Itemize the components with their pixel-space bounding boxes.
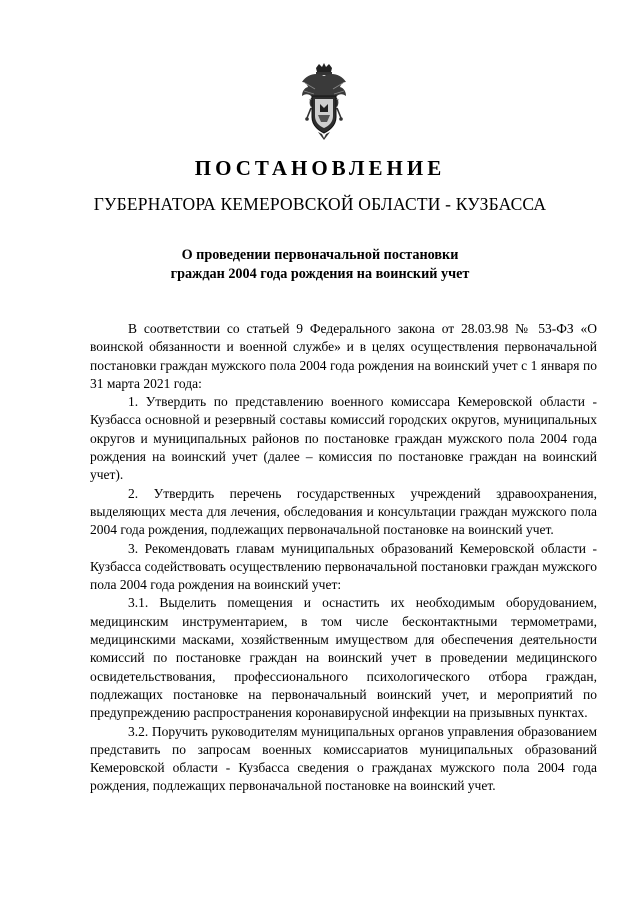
issuer-heading: ГУБЕРНАТОРА КЕМЕРОВСКОЙ ОБЛАСТИ - КУЗБАССА	[93, 194, 547, 214]
paragraph-item-3-2: 3.2. Поручить руководителям муниципальных органов управления образованием представить по запросам военных комиссариатов муниципальных образований Кемеровской области - Кузбасса сведения о гражданах мужского пола 2004 года рождения, подлежащих первоначальной постановке на воинский учет.	[90, 723, 597, 794]
paragraph-item-2: 2. Утвердить перечень государственных учреждений здравоохранения, выделяющих места для лечения, обследования и консультации граждан мужского пола 2004 года рождения, подлежащих первоначальной постановке на воинский учет.	[90, 485, 597, 538]
paragraph-item-3: 3. Рекомендовать главам муниципальных образований Кемеровской области - Кузбасса содействовать осуществлению первоначальной постановки граждан мужского пола 2004 года рождения на воинский учет:	[90, 540, 597, 593]
document-type-heading: ПОСТАНОВЛЕНИЕ	[194, 156, 446, 180]
paragraph-item-1: 1. Утвердить по представлению военного комиссара Кемеровской области - Кузбасса основной и резервный составы комиссий городских округов, муниципальных округов и муниципальных районов по постановке граждан мужского пола 2004 года рождения на воинский учет (далее – комиссия по постановке граждан на воинский учет).	[90, 394, 597, 483]
paragraph-item-3-1: 3.1. Выделить помещения и оснастить их необходимым оборудованием, медицинским инструментарием, в том числе бесконтактными термометрами, медицинскими масками, хозяйственным имуществом для обеспечения деятельности комиссий по постановке граждан на воинский учет в проведении медицинского освидетельствования, профессионального психологического отбора граждан, подлежащих постановке на первоначальный воинский учет, и мероприятий по предупреждению распространения коронавирусной инфекции на призывных пунктах.	[90, 595, 597, 721]
document-body	[90, 320, 597, 796]
paragraph-preamble: В соответствии со статьей 9 Федерального закона от 28.03.98 № 53-ФЗ «О воинской обязанности и военной службе» и в целях осуществления первоначальной постановки граждан мужского пола 2004 года рождения на воинский учет с 1 января по 31 марта 2021 года:	[90, 321, 597, 391]
subject-line-1: О проведении первоначальной постановки	[181, 247, 459, 263]
document-subject	[0, 246, 640, 284]
coat-of-arms-icon	[299, 62, 349, 142]
subject-line-2: граждан 2004 года рождения на воинский учет	[170, 266, 470, 282]
